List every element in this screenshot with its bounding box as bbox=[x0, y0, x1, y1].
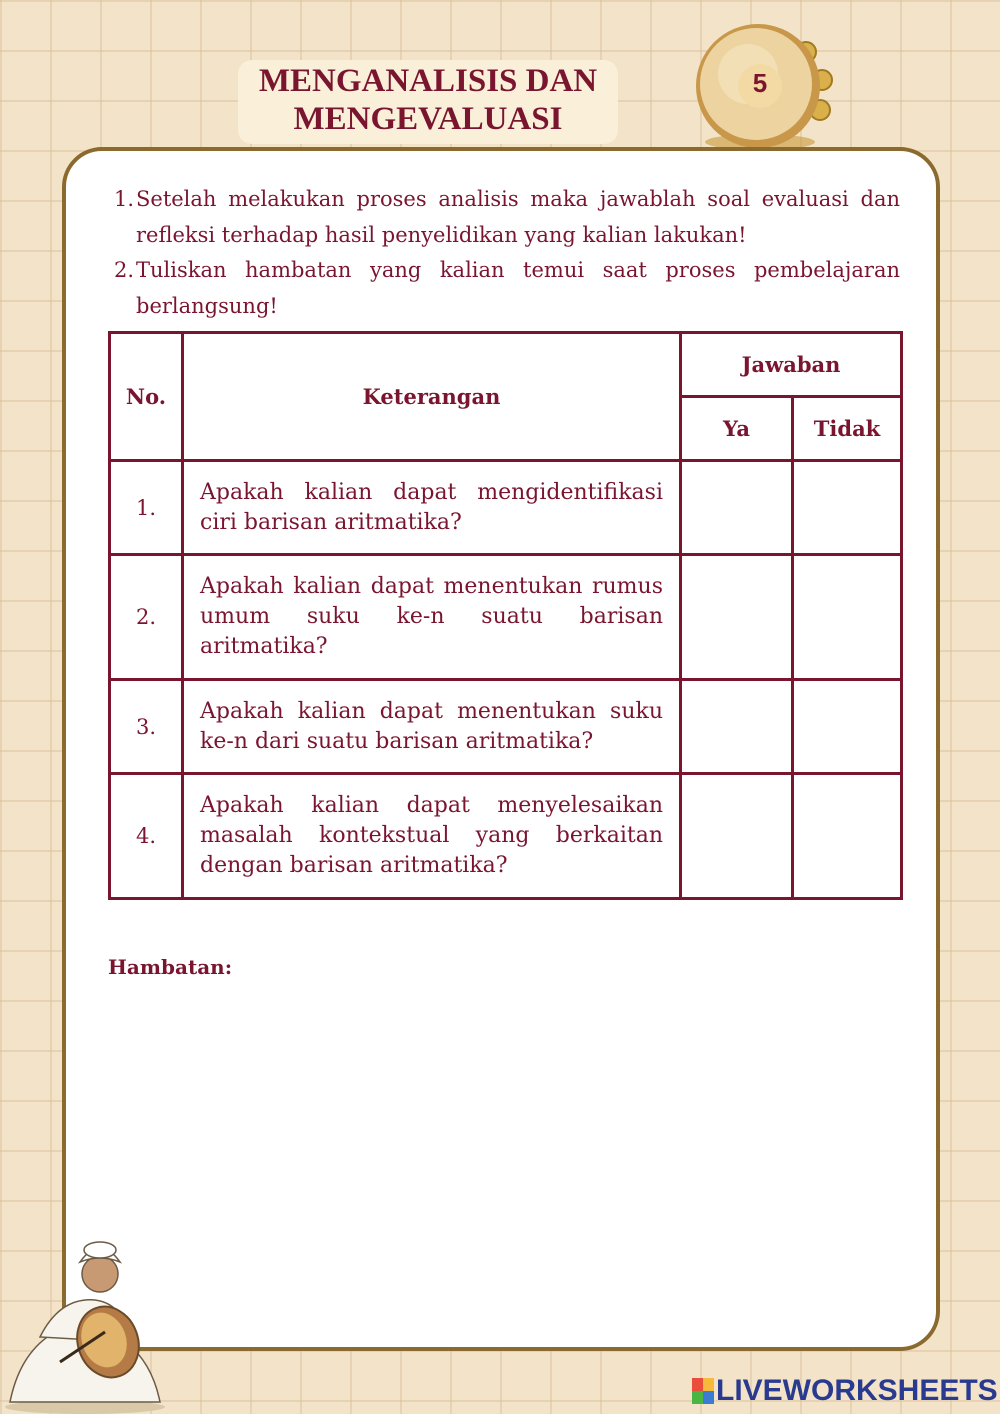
row-number: 1. bbox=[110, 461, 183, 555]
row-question: Apakah kalian dapat menentukan rumus umum suku ke-n suatu barisan aritmatika? bbox=[183, 555, 681, 680]
drum-player-illustration bbox=[0, 1212, 170, 1414]
instruction-1 bbox=[114, 181, 900, 253]
answer-ya-cell[interactable] bbox=[681, 555, 793, 680]
row-number: 4. bbox=[110, 774, 183, 899]
liveworksheets-logo-icon bbox=[692, 1378, 714, 1404]
row-question: Apakah kalian dapat menentukan suku ke-n dari suatu barisan aritmatika? bbox=[183, 680, 681, 774]
table-row bbox=[110, 555, 902, 680]
page-title-line1: MENGANALISIS DAN bbox=[258, 63, 598, 99]
row-question: Apakah kalian dapat mengidentifikasi ciri barisan aritmatika? bbox=[183, 461, 681, 555]
row-number: 2. bbox=[110, 555, 183, 680]
answer-tidak-cell[interactable] bbox=[793, 461, 902, 555]
table-row bbox=[110, 680, 902, 774]
answer-ya-cell[interactable] bbox=[681, 774, 793, 899]
instruction-text: Tuliskan hambatan yang kalian temui saat proses pembelajaran berlangsung! bbox=[136, 258, 900, 318]
header-keterangan: Keterangan bbox=[183, 333, 681, 461]
table-row bbox=[110, 774, 902, 899]
row-question: Apakah kalian dapat menyelesaikan masalah kontekstual yang berkaitan dengan barisan aritmatika? bbox=[183, 774, 681, 899]
table-row bbox=[110, 461, 902, 555]
instruction-text: Setelah melakukan proses analisis maka jawablah soal evaluasi dan refleksi terhadap hasil penyelidikan yang kalian lakukan! bbox=[136, 187, 900, 247]
evaluation-table bbox=[108, 331, 903, 900]
instruction-2 bbox=[114, 252, 900, 324]
liveworksheets-logo bbox=[692, 1374, 998, 1408]
answer-ya-cell[interactable] bbox=[681, 680, 793, 774]
header-ya: Ya bbox=[681, 397, 793, 461]
answer-tidak-cell[interactable] bbox=[793, 680, 902, 774]
answer-tidak-cell[interactable] bbox=[793, 774, 902, 899]
header-no: No. bbox=[110, 333, 183, 461]
answer-tidak-cell[interactable] bbox=[793, 555, 902, 680]
instruction-number: 2. bbox=[114, 258, 135, 282]
page-title-line2: MENGEVALUASI bbox=[293, 101, 563, 137]
page-title bbox=[238, 62, 618, 138]
row-number: 3. bbox=[110, 680, 183, 774]
instruction-number: 1. bbox=[114, 187, 135, 211]
header-jawaban: Jawaban bbox=[681, 333, 902, 397]
answer-ya-cell[interactable] bbox=[681, 461, 793, 555]
header-tidak: Tidak bbox=[793, 397, 902, 461]
hambatan-label: Hambatan: bbox=[108, 955, 233, 979]
liveworksheets-brand: LIVEWORKSHEETS bbox=[716, 1374, 998, 1407]
table-header-row bbox=[110, 333, 902, 397]
step-number: 5 bbox=[752, 68, 768, 98]
